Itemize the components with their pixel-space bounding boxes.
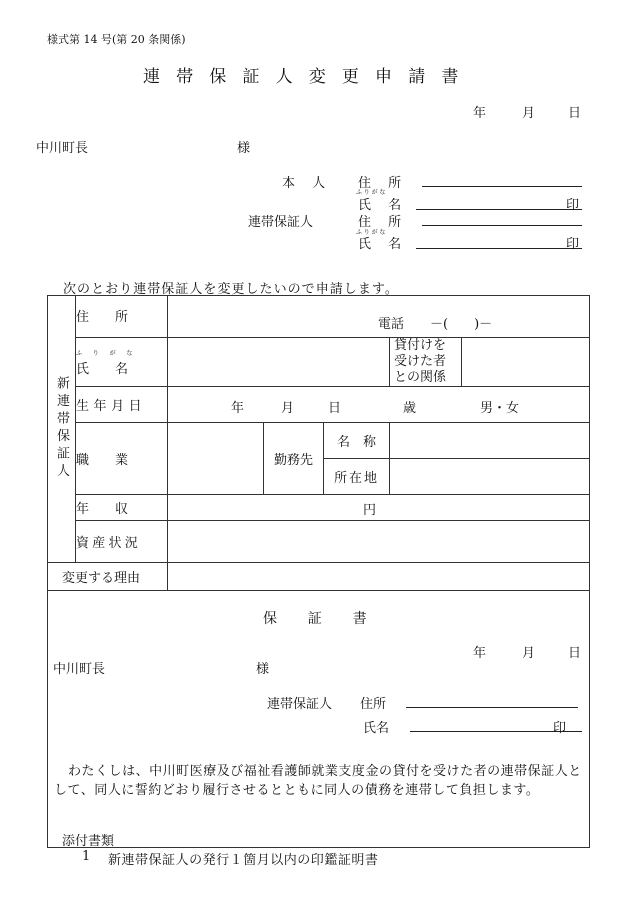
attachment-item-text: 新連帯保証人の発行１箇月以内の印鑑証明書	[108, 853, 379, 868]
self-name-field[interactable]	[416, 209, 582, 210]
pledge-year: 年	[473, 646, 487, 661]
assets-label: 資産状況	[76, 521, 168, 563]
pledge-body: わたくしは、中川町医療及び福祉看護師就業支度金の貸付を受けた者の連帯保証人として、同人に誓約どおり履行させるとともに同人の債務を連帯して負担します。	[54, 764, 582, 798]
addressee-honorific: 様	[237, 141, 251, 156]
pledge-addressee: 中川町長	[53, 662, 106, 677]
self-name-label: 氏 名	[358, 198, 408, 213]
self-address-field[interactable]	[422, 186, 582, 187]
sex-label: 男・女	[480, 401, 520, 416]
work-location-field[interactable]	[390, 459, 590, 495]
workplace-label: 勤務先	[264, 423, 324, 495]
attachments-heading: 添付書類	[62, 834, 115, 849]
work-name-label: 名 称	[324, 423, 390, 459]
pledge-seal: 印	[553, 721, 567, 736]
birth-day: 日	[328, 401, 342, 416]
self-furigana: ふりがな	[356, 189, 388, 196]
guarantor-seal: 印	[566, 237, 580, 252]
birth-field[interactable]	[168, 387, 590, 423]
occupation-label: 職 業	[76, 423, 168, 495]
guarantor-name-label: 氏 名	[358, 237, 408, 252]
guarantor-address-field[interactable]	[422, 225, 582, 226]
income-field[interactable]	[168, 495, 590, 521]
loan-relation-label: 貸付けを受けた者との関係	[390, 338, 462, 387]
side-label: 新連帯保証人	[54, 376, 69, 482]
pledge-address-label: 住所	[360, 697, 387, 712]
pledge-cell	[48, 591, 590, 848]
name-field[interactable]	[168, 338, 390, 387]
pledge-month: 月	[522, 646, 536, 661]
guarantor-name-field[interactable]	[416, 248, 582, 249]
pledge-name-label: 氏名	[363, 721, 390, 736]
pledge-day: 日	[568, 646, 582, 661]
self-address-label: 住 所	[358, 176, 408, 191]
birth-month: 月	[281, 401, 295, 416]
loan-relation-field[interactable]	[462, 338, 590, 387]
pledge-title: 保 証 書	[263, 611, 375, 627]
income-label: 年 収	[76, 495, 168, 521]
guarantor-label: 連帯保証人	[248, 215, 314, 230]
work-location-label: 所在地	[324, 459, 390, 495]
side-label-cell	[48, 296, 76, 563]
guarantor-furigana: ふりがな	[356, 229, 388, 236]
guarantor-address-label: 住 所	[358, 215, 408, 230]
phone-label: 電話 －( )－	[378, 317, 493, 332]
intro-text: 次のとおり連帯保証人を変更したいので申請します。	[63, 282, 399, 297]
name-label: 氏 名	[76, 361, 129, 377]
addressee: 中川町長	[36, 141, 89, 156]
occupation-field[interactable]	[168, 423, 264, 495]
name-label-cell	[76, 338, 168, 387]
date-year: 年	[473, 106, 487, 121]
age-label: 歳	[403, 401, 417, 416]
reason-field[interactable]	[168, 563, 590, 591]
birth-label: 生年月日	[76, 387, 168, 423]
page-title: 連帯保証人変更申請書	[143, 67, 475, 87]
work-name-field[interactable]	[390, 423, 590, 459]
form-code: 様式第 14 号(第 20 条関係)	[47, 33, 186, 46]
yen-label: 円	[363, 503, 377, 518]
assets-field[interactable]	[168, 521, 590, 563]
reason-label: 変更する理由	[48, 563, 168, 591]
pledge-guarantor-label: 連帯保証人	[267, 697, 333, 712]
name-furigana: ふ り が な	[76, 349, 135, 357]
pledge-address-field[interactable]	[406, 707, 578, 708]
date-month: 月	[522, 106, 536, 121]
address-field[interactable]	[168, 296, 590, 338]
birth-year: 年	[231, 401, 245, 416]
date-day: 日	[568, 106, 582, 121]
attachment-item-number: 1	[82, 849, 91, 864]
pledge-honorific: 様	[256, 662, 270, 677]
address-label: 住 所	[76, 296, 168, 338]
self-seal: 印	[566, 198, 580, 213]
self-label: 本 人	[282, 176, 332, 191]
